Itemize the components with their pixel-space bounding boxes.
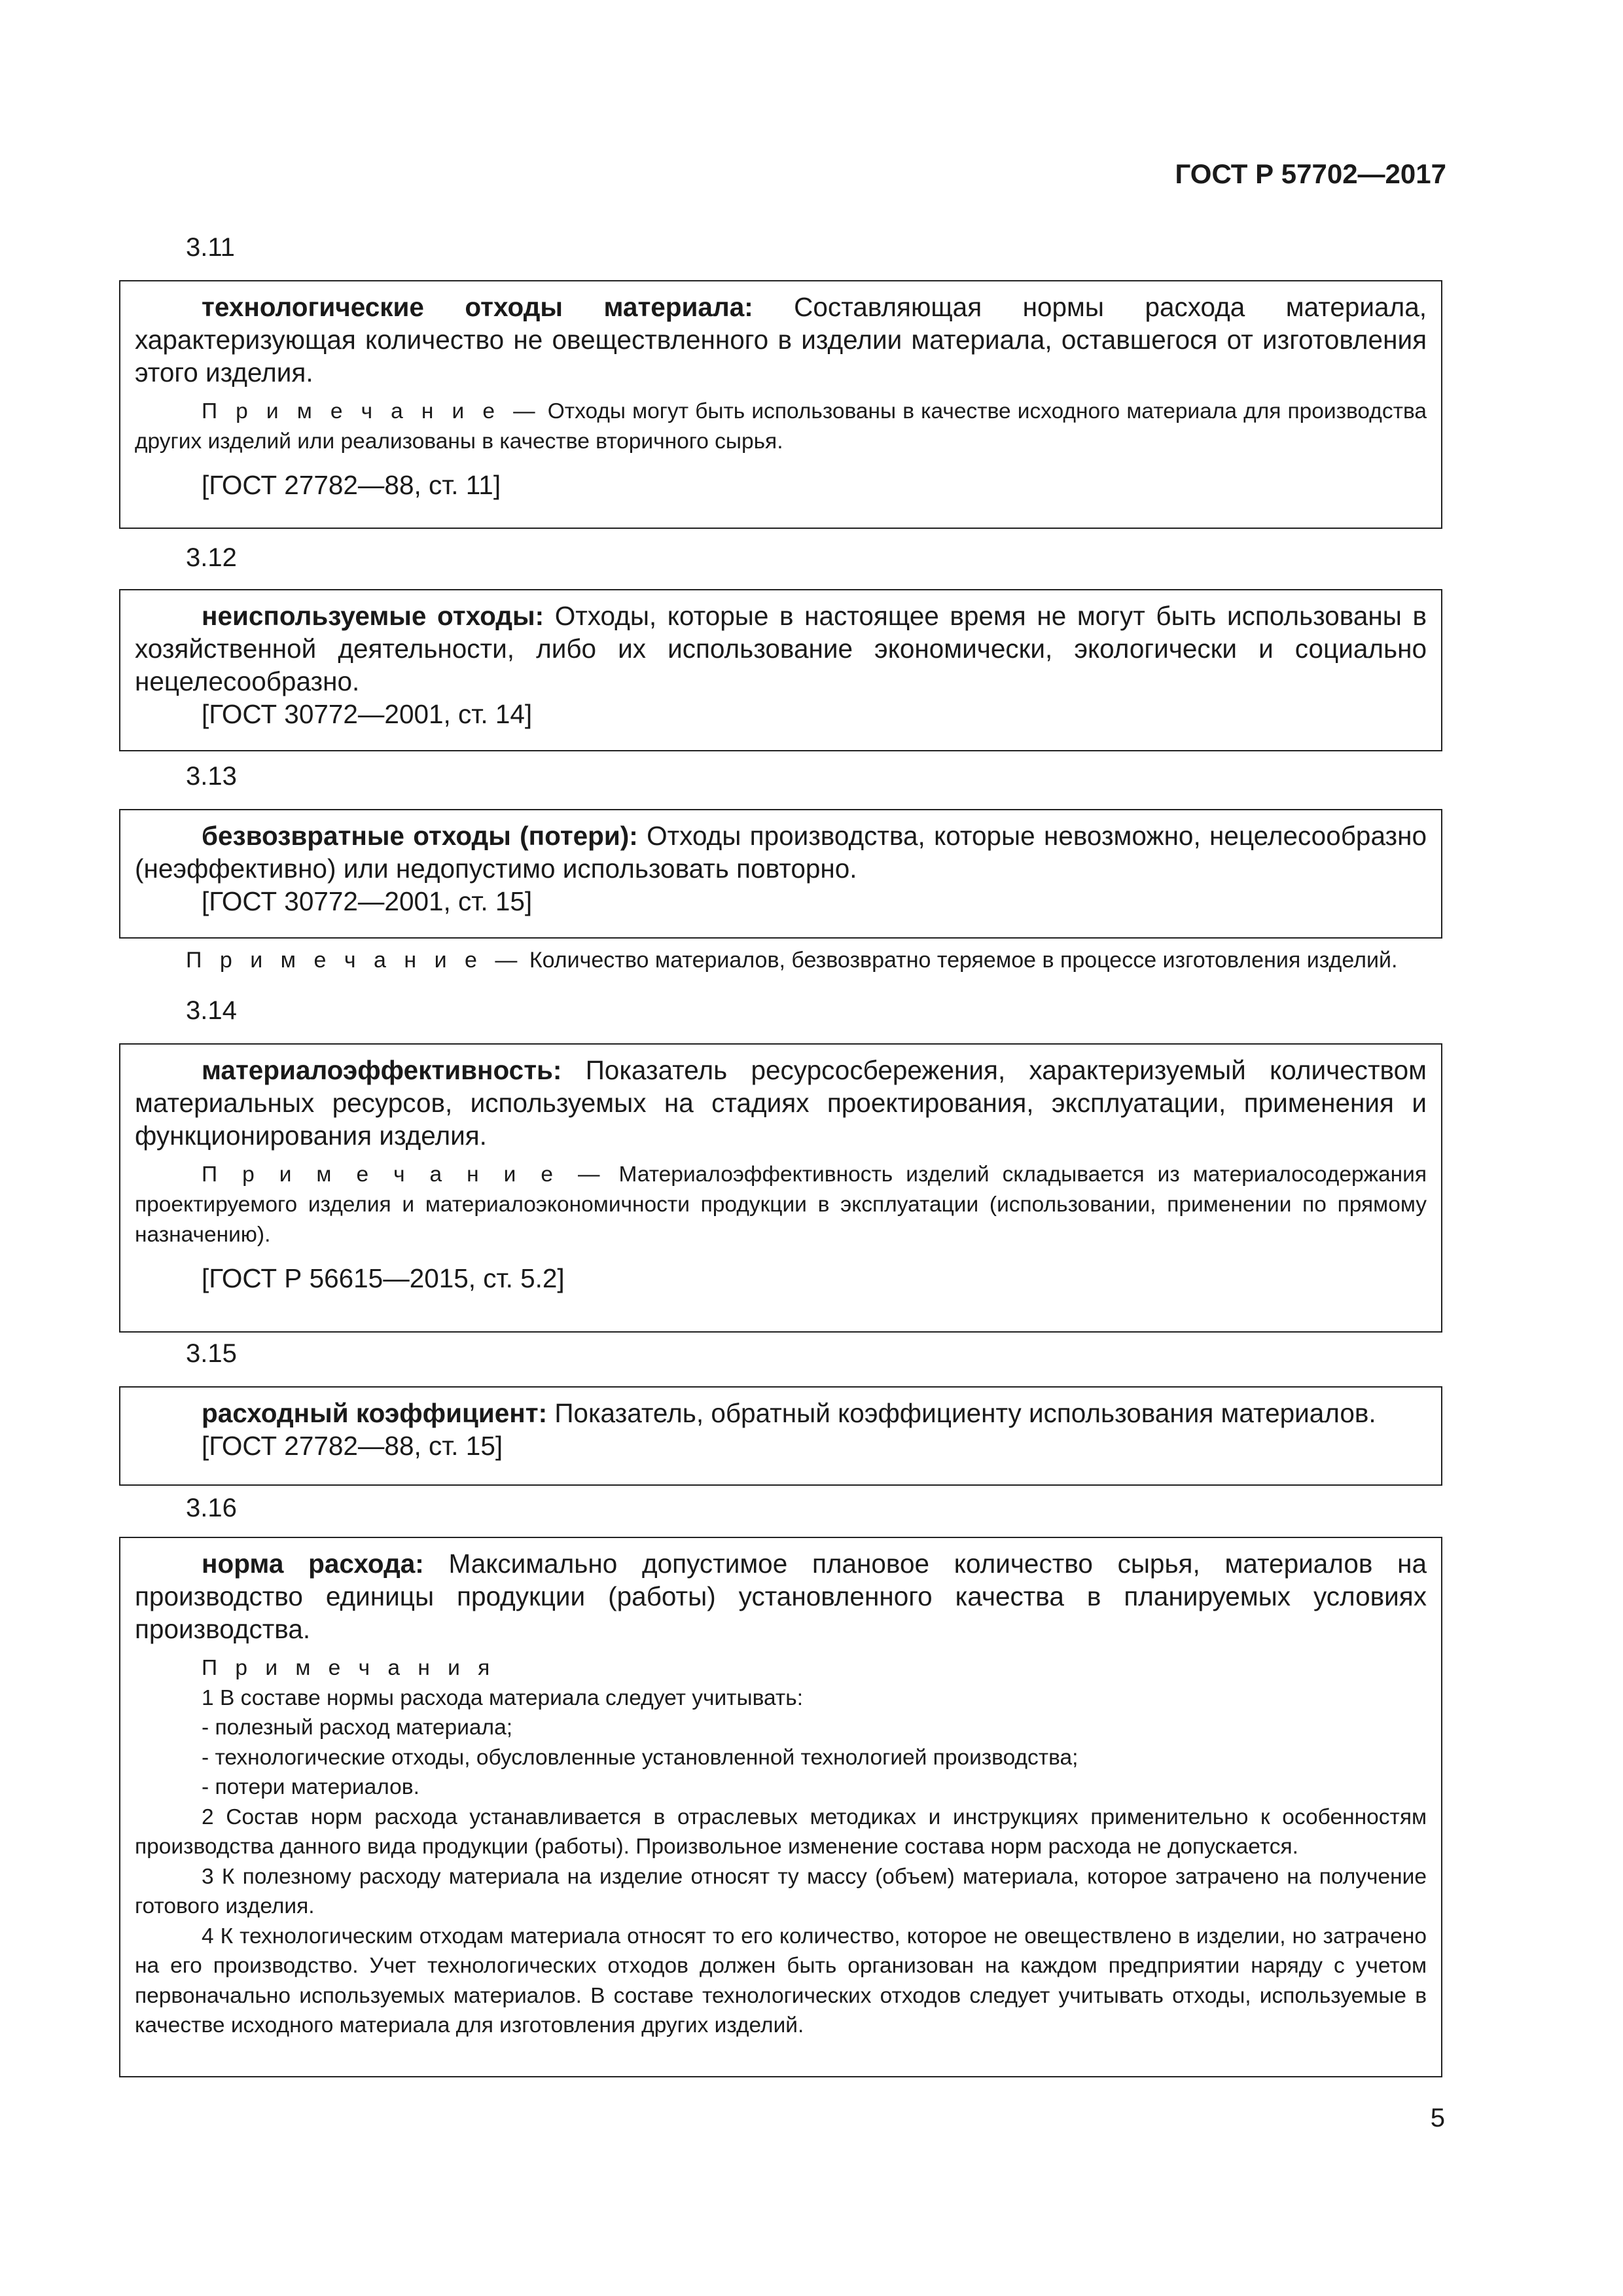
definition-paragraph bbox=[135, 600, 1427, 698]
note-text: Отходы могут быть использованы в качестве исходного материала для производства других изделий или реализованы в качестве вторичного сырья. bbox=[135, 399, 1427, 454]
section-number: 3.12 bbox=[186, 543, 237, 572]
term-box-3-13 bbox=[119, 809, 1442, 939]
source-reference: [ГОСТ 30772—2001, ст. 14] bbox=[202, 699, 533, 729]
note-text: Материалоэффективность изделий складывается из материалосодержания проектируемого изделия и материалоэкономичности продукции в эксплуатации (использовании, применении по прямому назначению). bbox=[135, 1162, 1427, 1247]
term: безвозвратные отходы (потери): bbox=[202, 821, 638, 851]
term: норма расхода: bbox=[202, 1549, 424, 1579]
note-1: 1 В составе нормы расхода материала следует учитывать: bbox=[202, 1685, 804, 1710]
section-number: 3.15 bbox=[186, 1339, 237, 1368]
definition-paragraph bbox=[135, 1397, 1427, 1429]
notes-label: П р и м е ч а н и я bbox=[202, 1656, 496, 1680]
note-list-item: - полезный расход материала; bbox=[202, 1715, 513, 1740]
source-reference: [ГОСТ Р 56615—2015, ст. 5.2] bbox=[202, 1263, 565, 1293]
note-text: Количество материалов, безвозвратно теряемое в процессе изготовления изделий. bbox=[523, 948, 1398, 973]
term-box-3-14 bbox=[119, 1043, 1442, 1333]
note-2: 2 Состав норм расхода устанавливается в отраслевых методиках и инструкциях применительно к особенностям производства данного вида продукции (работы). Произвольное изменение состава норм расхода не допускается. bbox=[135, 1804, 1427, 1859]
notes-block bbox=[135, 1653, 1427, 2041]
term: неиспользуемые отходы: bbox=[202, 601, 544, 631]
section-number: 3.13 bbox=[186, 762, 237, 791]
term: материалоэффективность: bbox=[202, 1055, 562, 1085]
document-header: ГОСТ Р 57702—2017 bbox=[1175, 158, 1446, 189]
source-reference: [ГОСТ 27782—88, ст. 15] bbox=[202, 1431, 503, 1461]
term-box-3-12 bbox=[119, 589, 1442, 751]
note-label: П р и м е ч а н и е — bbox=[186, 948, 524, 973]
source-reference: [ГОСТ 30772—2001, ст. 15] bbox=[202, 886, 533, 916]
note-label: П р и м е ч а н и е — bbox=[202, 1162, 606, 1187]
section-number: 3.14 bbox=[186, 996, 237, 1025]
term-box-3-15 bbox=[119, 1386, 1442, 1486]
definition-paragraph bbox=[135, 819, 1427, 885]
section-number: 3.16 bbox=[186, 1494, 237, 1522]
definition-paragraph bbox=[135, 1547, 1427, 1645]
note-3: 3 К полезному расходу материала на изделие относят ту массу (объем) материала, которое затрачено на получение готового изделия. bbox=[135, 1864, 1427, 1918]
definition-text: Показатель, обратный коэффициенту использования материалов. bbox=[547, 1398, 1376, 1428]
term: расходный коэффициент: bbox=[202, 1398, 548, 1428]
note-paragraph bbox=[135, 397, 1427, 457]
note-list-item: - потери материалов. bbox=[202, 1775, 419, 1799]
definition-text: Отходы, которые в настоящее время не могут быть использованы в хозяйственной деятельности, либо их использование экономически, экологически и социально нецелесообразно. bbox=[135, 601, 1427, 696]
note-paragraph bbox=[186, 948, 1397, 973]
note-4: 4 К технологическим отходам материала относят то его количество, которое не овеществлено в изделии, но затрачено на его производство. Учет технологических отходов должен быть организован на каждом предприятии наряду с учетом первоначально используемых материалов. В составе технологических отходов следует учитывать отходы, используемые в качестве исходного материала для изготовления других изделий. bbox=[135, 1924, 1427, 2037]
definition-text: Показатель ресурсосбережения, характеризуемый количеством материальных ресурсов, используемых на стадиях проектирования, эксплуатации, применения и функционирования изделия. bbox=[135, 1055, 1427, 1151]
term-box-3-16 bbox=[119, 1537, 1442, 2077]
definition-text: Отходы производства, которые невозможно, нецелесообразно (неэффективно) или недопустимо использовать повторно. bbox=[135, 821, 1427, 884]
definition-text: Максимально допустимое плановое количество сырья, материалов на производство единицы продукции (работы) установленного качества в планируемых условиях производства. bbox=[135, 1549, 1427, 1644]
definition-paragraph bbox=[135, 1054, 1427, 1152]
section-number: 3.11 bbox=[186, 233, 235, 262]
note-list-item: - технологические отходы, обусловленные установленной технологией производства; bbox=[202, 1745, 1079, 1770]
term: технологические отходы материала: bbox=[202, 292, 753, 322]
note-label: П р и м е ч а н и е — bbox=[202, 399, 541, 423]
note-paragraph bbox=[135, 1160, 1427, 1250]
source-reference: [ГОСТ 27782—88, ст. 11] bbox=[202, 470, 501, 500]
definition-paragraph bbox=[135, 291, 1427, 389]
page-number: 5 bbox=[1430, 2104, 1445, 2132]
term-box-3-11 bbox=[119, 280, 1442, 529]
definition-text: Составляющая нормы расхода материала, характеризующая количество не овеществленного в изделии материала, оставшегося от изготовления этого изделия. bbox=[135, 292, 1427, 387]
